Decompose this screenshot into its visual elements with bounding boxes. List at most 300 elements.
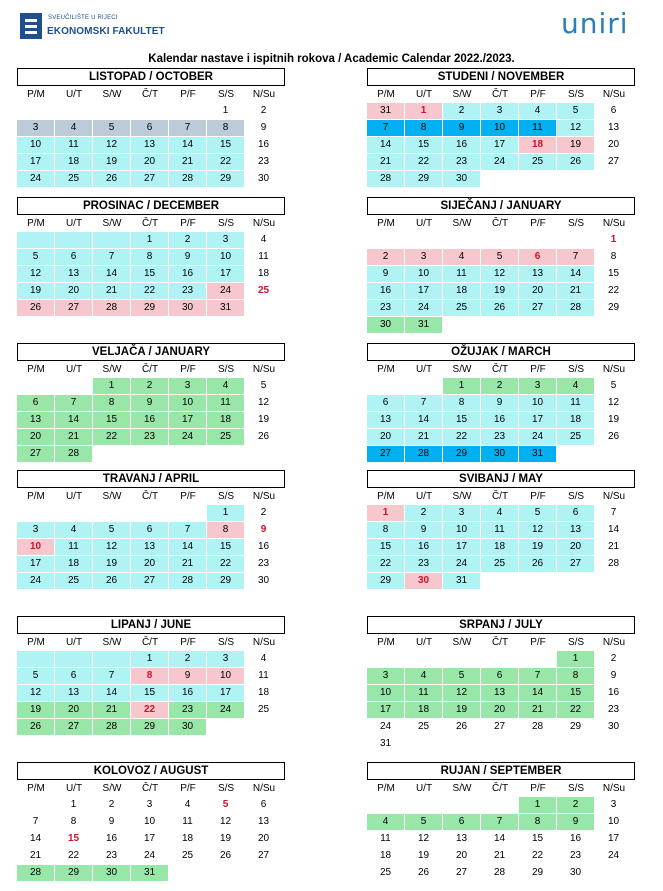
empty-day-cell: [131, 505, 168, 521]
empty-day-cell: [481, 797, 518, 813]
day-cell: 4: [367, 814, 404, 830]
empty-day-cell: [405, 378, 442, 394]
day-cell: 14: [367, 137, 404, 153]
week-row: [367, 283, 635, 300]
day-cell: 15: [131, 685, 168, 701]
day-cell: 22: [207, 556, 244, 572]
month-title: SRPANJ / JULY: [367, 616, 635, 634]
day-cell: 11: [367, 831, 404, 847]
day-cell: 30: [595, 719, 632, 735]
day-cell: 7: [17, 814, 54, 830]
day-cell: 12: [481, 266, 518, 282]
day-cell: 29: [595, 300, 632, 316]
weekday-label: P/F: [180, 364, 196, 375]
day-cell: 15: [367, 539, 404, 555]
day-cell: 5: [17, 249, 54, 265]
empty-day-cell: [519, 317, 556, 333]
day-cell: 4: [481, 505, 518, 521]
week-row: [17, 378, 285, 395]
day-cell: 28: [557, 300, 594, 316]
weekday-label: S/W: [102, 637, 122, 648]
day-cell: 16: [245, 137, 282, 153]
month-title: LISTOPAD / OCTOBER: [17, 68, 285, 86]
day-cell: 8: [131, 668, 168, 684]
day-cell: 6: [245, 797, 282, 813]
day-cell: 17: [207, 266, 244, 282]
weekday-label: U/T: [65, 364, 83, 375]
week-row: [367, 154, 635, 171]
day-cell: 6: [481, 668, 518, 684]
empty-day-cell: [367, 232, 404, 248]
weekday-label: P/M: [377, 364, 395, 375]
week-row: [367, 232, 635, 249]
week-row: [367, 317, 635, 334]
empty-day-cell: [481, 736, 518, 752]
day-cell: 2: [595, 651, 632, 667]
weekday-label: P/M: [27, 218, 45, 229]
day-cell: 8: [405, 120, 442, 136]
empty-day-cell: [367, 378, 404, 394]
empty-day-cell: [17, 505, 54, 521]
weekday-label: N/Su: [602, 783, 626, 794]
weekday-label: U/T: [65, 783, 83, 794]
week-row: [17, 171, 285, 188]
day-cell: 9: [93, 814, 130, 830]
day-cell: 20: [519, 283, 556, 299]
day-cell: 5: [245, 378, 282, 394]
day-cell: 14: [17, 831, 54, 847]
day-cell: 25: [481, 556, 518, 572]
day-cell: 12: [245, 395, 282, 411]
day-cell: 6: [557, 505, 594, 521]
day-cell: 2: [481, 378, 518, 394]
day-cell: 30: [557, 865, 594, 881]
week-row: [17, 429, 285, 446]
weekday-label: Č/T: [141, 637, 159, 648]
day-cell: 12: [405, 831, 442, 847]
day-cell: 15: [131, 266, 168, 282]
day-cell: 3: [131, 797, 168, 813]
day-cell: 28: [367, 171, 404, 187]
weekday-header-row: [367, 361, 635, 378]
day-cell: 4: [207, 378, 244, 394]
day-cell: 6: [55, 249, 92, 265]
empty-day-cell: [519, 171, 556, 187]
day-cell: 31: [519, 446, 556, 462]
day-cell: 3: [367, 668, 404, 684]
week-row: [367, 446, 635, 463]
day-cell: 13: [557, 522, 594, 538]
day-cell: 28: [17, 865, 54, 881]
empty-day-cell: [55, 232, 92, 248]
month-block: [367, 470, 635, 590]
day-cell: 21: [93, 283, 130, 299]
day-cell: 30: [405, 573, 442, 589]
week-row: [367, 831, 635, 848]
day-cell: 31: [131, 865, 168, 881]
empty-day-cell: [481, 651, 518, 667]
day-cell: 9: [595, 668, 632, 684]
empty-day-cell: [93, 651, 130, 667]
day-cell: 19: [595, 412, 632, 428]
empty-day-cell: [557, 317, 594, 333]
week-row: [17, 120, 285, 137]
weekday-label: P/M: [377, 491, 395, 502]
day-cell: 6: [17, 395, 54, 411]
weekday-header-row: [367, 634, 635, 651]
weekday-label: P/F: [530, 637, 546, 648]
day-cell: 21: [93, 702, 130, 718]
day-cell: 18: [245, 266, 282, 282]
day-cell: 21: [367, 154, 404, 170]
week-row: [367, 120, 635, 137]
day-cell: 9: [443, 120, 480, 136]
day-cell: 28: [405, 446, 442, 462]
day-cell: 8: [557, 668, 594, 684]
weekday-label: Č/T: [141, 491, 159, 502]
day-cell: 7: [481, 814, 518, 830]
day-cell: 14: [93, 685, 130, 701]
weekday-label: S/S: [567, 218, 585, 229]
day-cell: 29: [367, 573, 404, 589]
month-block: [17, 616, 285, 736]
week-row: [367, 505, 635, 522]
day-cell: 13: [519, 266, 556, 282]
day-cell: 20: [131, 154, 168, 170]
day-cell: 20: [595, 137, 632, 153]
day-cell: 19: [481, 283, 518, 299]
day-cell: 15: [207, 539, 244, 555]
day-cell: 20: [131, 556, 168, 572]
day-cell: 18: [481, 539, 518, 555]
week-row: [367, 171, 635, 188]
day-cell: 20: [443, 848, 480, 864]
weekday-label: P/F: [530, 783, 546, 794]
month-block: [367, 197, 635, 334]
day-cell: 26: [17, 300, 54, 316]
empty-day-cell: [595, 317, 632, 333]
weekday-label: P/F: [180, 218, 196, 229]
day-cell: 18: [557, 412, 594, 428]
day-cell: 9: [131, 395, 168, 411]
day-cell: 24: [405, 300, 442, 316]
weekday-label: Č/T: [491, 218, 509, 229]
day-cell: 14: [557, 266, 594, 282]
weekday-label: N/Su: [252, 637, 276, 648]
month-block: [17, 343, 285, 463]
weekday-label: P/M: [377, 637, 395, 648]
day-cell: 24: [207, 702, 244, 718]
empty-day-cell: [17, 232, 54, 248]
day-cell: 19: [245, 412, 282, 428]
day-cell: 30: [93, 865, 130, 881]
week-row: [367, 814, 635, 831]
empty-day-cell: [443, 232, 480, 248]
weekday-header-row: [17, 86, 285, 103]
week-row: [17, 556, 285, 573]
day-cell: 17: [17, 154, 54, 170]
day-cell: 19: [17, 702, 54, 718]
day-cell: 17: [367, 702, 404, 718]
day-cell: 6: [443, 814, 480, 830]
day-cell: 23: [169, 702, 206, 718]
day-cell: 23: [93, 848, 130, 864]
day-cell: 10: [207, 668, 244, 684]
weekday-label: N/Su: [252, 783, 276, 794]
week-row: [367, 573, 635, 590]
day-cell: 1: [207, 505, 244, 521]
day-cell: 16: [93, 831, 130, 847]
day-cell: 24: [519, 429, 556, 445]
month-block: [17, 470, 285, 590]
day-cell: 16: [169, 266, 206, 282]
empty-day-cell: [443, 736, 480, 752]
day-cell: 14: [595, 522, 632, 538]
month-title: SVIBANJ / MAY: [367, 470, 635, 488]
weekday-header-row: [367, 215, 635, 232]
week-row: [367, 412, 635, 429]
day-cell: 23: [245, 154, 282, 170]
weekday-label: Č/T: [141, 89, 159, 100]
day-cell: 13: [481, 685, 518, 701]
empty-day-cell: [519, 573, 556, 589]
page-title: Kalendar nastave i ispitnih rokova / Academic Calendar 2022./2023.: [148, 53, 515, 65]
day-cell: 3: [17, 120, 54, 136]
day-cell: 15: [207, 137, 244, 153]
day-cell: 1: [443, 378, 480, 394]
empty-day-cell: [443, 797, 480, 813]
day-cell: 15: [55, 831, 92, 847]
weekday-header-row: [17, 780, 285, 797]
weekday-label: P/M: [27, 89, 45, 100]
day-cell: 4: [443, 249, 480, 265]
weekday-label: S/W: [102, 783, 122, 794]
day-cell: 30: [481, 446, 518, 462]
day-cell: 14: [93, 266, 130, 282]
day-cell: 10: [519, 395, 556, 411]
weekday-label: N/Su: [602, 637, 626, 648]
month-title: OŽUJAK / MARCH: [367, 343, 635, 361]
day-cell: 9: [405, 522, 442, 538]
day-cell: 28: [93, 719, 130, 735]
day-cell: 16: [557, 831, 594, 847]
empty-day-cell: [93, 232, 130, 248]
day-cell: 8: [131, 249, 168, 265]
weekday-label: S/W: [452, 783, 472, 794]
day-cell: 18: [405, 702, 442, 718]
day-cell: 22: [595, 283, 632, 299]
day-cell: 23: [557, 848, 594, 864]
day-cell: 11: [169, 814, 206, 830]
logo-university-text: SVEUČILIŠTE U RIJECI: [48, 15, 118, 21]
day-cell: 31: [443, 573, 480, 589]
day-cell: 5: [595, 378, 632, 394]
day-cell: 22: [131, 702, 168, 718]
day-cell: 23: [169, 283, 206, 299]
week-row: [17, 283, 285, 300]
empty-day-cell: [519, 651, 556, 667]
week-row: [17, 651, 285, 668]
empty-day-cell: [595, 171, 632, 187]
week-row: [17, 249, 285, 266]
day-cell: 10: [367, 685, 404, 701]
day-cell: 20: [55, 283, 92, 299]
day-cell: 5: [519, 505, 556, 521]
day-cell: 5: [443, 668, 480, 684]
day-cell: 26: [443, 719, 480, 735]
day-cell: 11: [207, 395, 244, 411]
month-block: [367, 68, 635, 188]
weekday-label: Č/T: [491, 364, 509, 375]
day-cell: 2: [367, 249, 404, 265]
day-cell: 27: [481, 719, 518, 735]
empty-day-cell: [557, 573, 594, 589]
month-block: [17, 68, 285, 188]
day-cell: 12: [557, 120, 594, 136]
day-cell: 5: [481, 249, 518, 265]
day-cell: 3: [17, 522, 54, 538]
day-cell: 26: [519, 556, 556, 572]
day-cell: 8: [367, 522, 404, 538]
weekday-label: U/T: [65, 218, 83, 229]
day-cell: 27: [245, 848, 282, 864]
day-cell: 28: [481, 865, 518, 881]
weekday-label: S/W: [102, 364, 122, 375]
day-cell: 7: [557, 249, 594, 265]
weekday-label: S/W: [102, 89, 122, 100]
weekday-label: S/W: [452, 89, 472, 100]
day-cell: 14: [519, 685, 556, 701]
day-cell: 12: [17, 685, 54, 701]
empty-day-cell: [131, 446, 168, 462]
day-cell: 28: [169, 573, 206, 589]
empty-day-cell: [93, 103, 130, 119]
month-block: [367, 616, 635, 753]
weekday-label: P/M: [27, 783, 45, 794]
day-cell: 25: [443, 300, 480, 316]
day-cell: 26: [481, 300, 518, 316]
weekday-label: P/M: [27, 364, 45, 375]
day-cell: 24: [131, 848, 168, 864]
day-cell: 31: [367, 736, 404, 752]
empty-day-cell: [207, 446, 244, 462]
week-row: [367, 797, 635, 814]
day-cell: 26: [93, 573, 130, 589]
day-cell: 23: [367, 300, 404, 316]
day-cell: 25: [405, 719, 442, 735]
week-row: [17, 232, 285, 249]
weekday-label: Č/T: [141, 364, 159, 375]
day-cell: 22: [55, 848, 92, 864]
week-row: [17, 573, 285, 590]
day-cell: 29: [519, 865, 556, 881]
day-cell: 1: [519, 797, 556, 813]
day-cell: 24: [17, 171, 54, 187]
month-title: SIJEČANJ / JANUARY: [367, 197, 635, 215]
day-cell: 18: [367, 848, 404, 864]
day-cell: 16: [443, 137, 480, 153]
weekday-label: N/Su: [252, 218, 276, 229]
empty-day-cell: [245, 865, 282, 881]
weekday-label: N/Su: [602, 218, 626, 229]
week-row: [367, 848, 635, 865]
weekday-label: S/S: [217, 637, 235, 648]
day-cell: 6: [131, 120, 168, 136]
day-cell: 7: [595, 505, 632, 521]
weekday-label: S/W: [452, 637, 472, 648]
weekday-header-row: [17, 488, 285, 505]
day-cell: 12: [93, 137, 130, 153]
day-cell: 15: [595, 266, 632, 282]
day-cell: 21: [169, 154, 206, 170]
day-cell: 9: [557, 814, 594, 830]
month-block: [367, 343, 635, 463]
month-title: PROSINAC / DECEMBER: [17, 197, 285, 215]
day-cell: 25: [207, 429, 244, 445]
weekday-label: P/F: [530, 218, 546, 229]
day-cell: 21: [519, 702, 556, 718]
day-cell: 23: [131, 429, 168, 445]
week-row: [367, 249, 635, 266]
day-cell: 13: [245, 814, 282, 830]
day-cell: 19: [93, 154, 130, 170]
day-cell: 25: [557, 429, 594, 445]
day-cell: 29: [443, 446, 480, 462]
day-cell: 23: [595, 702, 632, 718]
week-row: [17, 719, 285, 736]
week-row: [17, 266, 285, 283]
empty-day-cell: [481, 171, 518, 187]
empty-day-cell: [481, 573, 518, 589]
empty-day-cell: [169, 446, 206, 462]
week-row: [17, 300, 285, 317]
empty-day-cell: [405, 232, 442, 248]
week-row: [367, 685, 635, 702]
day-cell: 18: [443, 283, 480, 299]
day-cell: 23: [443, 154, 480, 170]
weekday-header-row: [367, 488, 635, 505]
month-block: [17, 197, 285, 317]
month-title: STUDENI / NOVEMBER: [367, 68, 635, 86]
day-cell: 28: [93, 300, 130, 316]
weekday-label: N/Su: [252, 364, 276, 375]
week-row: [17, 831, 285, 848]
day-cell: 9: [245, 522, 282, 538]
day-cell: 17: [405, 283, 442, 299]
empty-day-cell: [17, 797, 54, 813]
day-cell: 13: [55, 266, 92, 282]
empty-day-cell: [405, 736, 442, 752]
day-cell: 26: [245, 429, 282, 445]
weekday-label: U/T: [65, 491, 83, 502]
day-cell: 14: [55, 412, 92, 428]
weekday-label: P/F: [530, 364, 546, 375]
day-cell: 2: [169, 232, 206, 248]
empty-day-cell: [17, 651, 54, 667]
day-cell: 13: [55, 685, 92, 701]
week-row: [367, 651, 635, 668]
day-cell: 27: [367, 446, 404, 462]
day-cell: 26: [405, 865, 442, 881]
weekday-label: P/F: [180, 637, 196, 648]
day-cell: 12: [443, 685, 480, 701]
month-block: [17, 762, 285, 882]
day-cell: 7: [169, 522, 206, 538]
day-cell: 18: [169, 831, 206, 847]
week-row: [17, 395, 285, 412]
day-cell: 30: [367, 317, 404, 333]
day-cell: 17: [519, 412, 556, 428]
